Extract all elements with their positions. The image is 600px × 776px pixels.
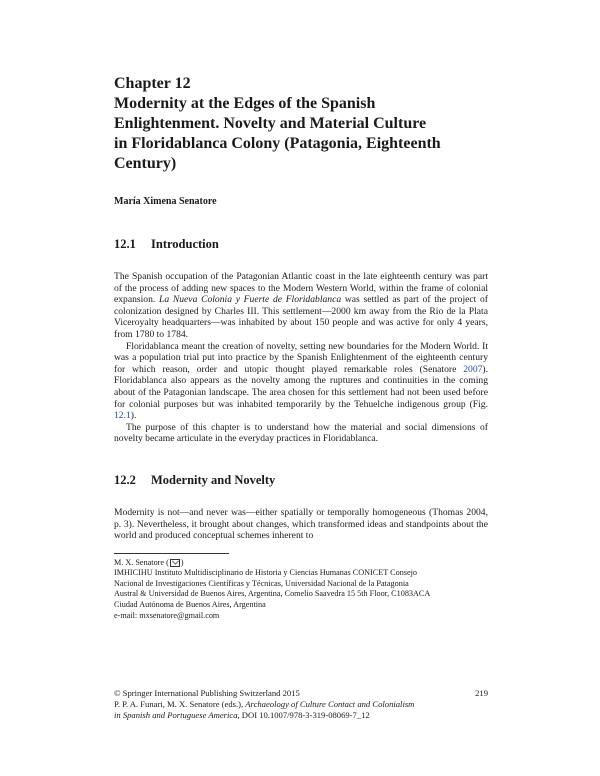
section-number: 12.1 [114, 237, 136, 251]
citation-link[interactable]: 2007 [463, 363, 483, 375]
citation-line [114, 699, 488, 710]
footnote-divider [114, 553, 229, 554]
text-run: was settled as part of the project of colonization designed by Charles III. This settlement—2000 km away from the Rio de la Plata Viceroyalty headquarters—was inhabited by about 150 people and was active for only 4 years, from 1780 to 1784. [114, 294, 489, 340]
text-run: ) [180, 557, 184, 567]
section-heading-modernity [114, 472, 488, 488]
text-run: Floridablanca meant the creation of novelty, setting new boundaries for the Modern World. It was a population trial put into practice by the Spanish Enlightenment of the eighteenth century for which reason, order and utopic thought played remarkable roles (Senatore [114, 340, 488, 375]
page-footer [114, 688, 488, 721]
section-heading-introduction [114, 236, 488, 252]
section-title: Introduction [151, 237, 219, 251]
paragraph: Modernity is not—and never was—either spatially or temporally homogeneous (Thomas 2004, p. 3). Nevertheless, it brought about changes, which transformed ideas and standpoints about the world and produced conceptual schemes inherent to [114, 506, 488, 542]
figure-link[interactable]: 12.1 [114, 410, 131, 422]
section-number: 12.2 [114, 472, 136, 487]
chapter-title [114, 94, 488, 174]
chapter-title-line: Century) [114, 155, 177, 172]
book-title: Archaeology of Culture Contact and Colonialism [245, 699, 415, 709]
text-run: P. P. A. Funari, M. X. Senatore (eds.), [114, 699, 246, 709]
affiliation-line: Nacional de Investigaciones Científicas y Técnicas, Universidad Nacional de la Patagonia [114, 578, 409, 588]
paragraph [114, 341, 488, 422]
page-content [114, 74, 488, 621]
copyright-line: © Springer International Publishing Switzerland 2015 [114, 688, 300, 698]
affiliation-line: Austral & Universidad de Buenos Aires, Argentina, Comelio Saavedra 15 5th Floor, C1083ACA [114, 589, 431, 599]
chapter-title-line: Modernity at the Edges of the Spanish [114, 95, 376, 112]
doi-text: DOI 10.1007/978-3-319-08069-7_12 [239, 710, 370, 720]
page-number: 219 [475, 688, 488, 698]
chapter-label: Chapter 12 [114, 75, 191, 92]
affiliation-line: IMHICIHU Instituto Multidisciplinario de Historia y Ciencias Humanas CONICET Consejo [114, 568, 417, 578]
text-run: ). [130, 410, 137, 422]
chapter-title-line: in Floridablanca Colony (Patagonia, Eighteenth [114, 135, 441, 152]
paragraph: The purpose of this chapter is to understand how the material and social dimensions of novelty became articulate in the everyday practices in Floridablanca. [114, 421, 488, 445]
italic-title: La Nueva Colonia y Fuerte de Floridablanca [159, 294, 342, 306]
section-title: Modernity and Novelty [151, 472, 276, 487]
book-title: in Spanish and Portuguese America, [114, 710, 240, 720]
author-name: María Ximena Senatore [114, 196, 217, 207]
envelope-icon [170, 559, 180, 567]
author-line: M. X. Senatore ( [114, 557, 169, 567]
email-line: e-mail: mxsenatore@gmail.com [114, 610, 220, 620]
affiliation-line: Ciudad Autónoma de Buenos Aires, Argentina [114, 600, 266, 610]
chapter-title-line: Enlightenment. Novelty and Material Culture [114, 115, 427, 132]
paragraph [114, 271, 488, 341]
affiliation-footnote [114, 558, 488, 622]
text-run: ). Floridablanca also appears as the novelty among the ruptures and continuities in the coming about of the Patagonian landscape. The area chosen for this settlement had not been used before for colonial purposes but was inhabited temporarily by the Tehuelche indigenous group (Fig. [114, 363, 488, 410]
citation-line [114, 710, 488, 721]
text-run: The Spanish occupation of the Patagonian Atlantic coast in the late eighteenth century was part of the process of adding new spaces to the Modern Western World, within the frame of colonial expansion. [114, 271, 488, 306]
